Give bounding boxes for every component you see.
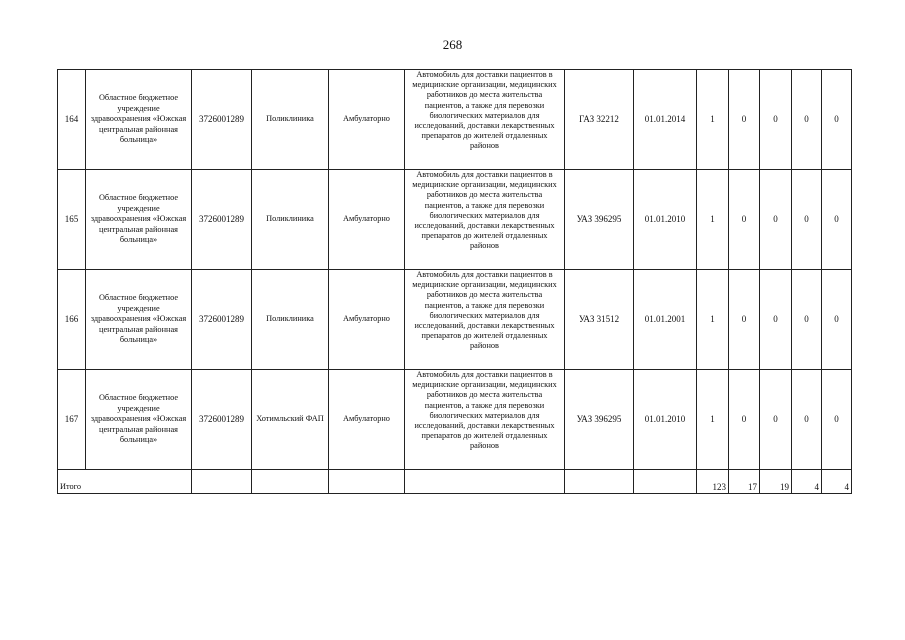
purpose-cell: Автомобиль для доставки пациентов в медицинские организации, медицинских работников до места жительства пациентов, а также для перевозки биологических материалов для исследований, доставки лекарственных препаратов до жителей отдаленных районов: [405, 170, 565, 270]
unit-cell: Поликлиника: [252, 270, 329, 370]
organization-cell: Областное бюджетное учреждение здравоохранения «Южская центральная районная больница»: [86, 170, 192, 270]
inn-cell: 3726001289: [192, 170, 252, 270]
quantity-cell: 0: [822, 170, 852, 270]
quantity-cell: 0: [792, 370, 822, 470]
quantity-cell: 0: [760, 70, 792, 170]
total-label: Итого: [58, 470, 192, 494]
date-cell: 01.01.2010: [634, 170, 697, 270]
table-row: [58, 270, 852, 370]
table-row: [58, 70, 852, 170]
quantity-cell: 0: [792, 170, 822, 270]
quantity-cell: 0: [760, 370, 792, 470]
inn-cell: 3726001289: [192, 370, 252, 470]
row-number: 166: [58, 270, 86, 370]
total-quantity-cell: 123: [697, 470, 729, 494]
purpose-cell: Автомобиль для доставки пациентов в медицинские организации, медицинских работников до места жительства пациентов, а также для перевозки биологических материалов для исследований, доставки лекарственных препаратов до жителей отдаленных районов: [405, 370, 565, 470]
quantity-cell: 1: [697, 170, 729, 270]
total-quantity-cell: 19: [760, 470, 792, 494]
inn-cell: 3726001289: [192, 70, 252, 170]
row-number: 164: [58, 70, 86, 170]
quantity-cell: 0: [729, 70, 760, 170]
total-row: [58, 470, 852, 494]
row-number: 167: [58, 370, 86, 470]
quantity-cell: 0: [822, 270, 852, 370]
quantity-cell: 0: [729, 270, 760, 370]
total-quantity-cell: 17: [729, 470, 760, 494]
quantity-cell: 0: [792, 70, 822, 170]
vehicle-model-cell: ГАЗ 32212: [565, 70, 634, 170]
empty-cell: [405, 470, 565, 494]
quantity-cell: 1: [697, 270, 729, 370]
date-cell: 01.01.2010: [634, 370, 697, 470]
care-type-cell: Амбулаторно: [329, 370, 405, 470]
quantity-cell: 0: [822, 70, 852, 170]
unit-cell: Поликлиника: [252, 70, 329, 170]
care-type-cell: Амбулаторно: [329, 170, 405, 270]
purpose-cell: Автомобиль для доставки пациентов в медицинские организации, медицинских работников до места жительства пациентов, а также для перевозки биологических материалов для исследований, доставки лекарственных препаратов до жителей отдаленных районов: [405, 270, 565, 370]
empty-cell: [565, 470, 634, 494]
table-row: [58, 170, 852, 270]
total-quantity-cell: 4: [822, 470, 852, 494]
vehicle-model-cell: УАЗ 396295: [565, 370, 634, 470]
row-number: 165: [58, 170, 86, 270]
quantity-cell: 0: [822, 370, 852, 470]
total-quantity-cell: 4: [792, 470, 822, 494]
quantity-cell: 0: [792, 270, 822, 370]
vehicle-model-cell: УАЗ 396295: [565, 170, 634, 270]
empty-cell: [329, 470, 405, 494]
empty-cell: [252, 470, 329, 494]
vehicle-registry-table: [57, 69, 852, 494]
empty-cell: [634, 470, 697, 494]
quantity-cell: 0: [760, 170, 792, 270]
purpose-cell: Автомобиль для доставки пациентов в медицинские организации, медицинских работников до места жительства пациентов, а также для перевозки биологических материалов для исследований, доставки лекарственных препаратов до жителей отдаленных районов: [405, 70, 565, 170]
quantity-cell: 0: [729, 370, 760, 470]
date-cell: 01.01.2014: [634, 70, 697, 170]
vehicle-model-cell: УАЗ 31512: [565, 270, 634, 370]
empty-cell: [192, 470, 252, 494]
inn-cell: 3726001289: [192, 270, 252, 370]
table-row: [58, 370, 852, 470]
care-type-cell: Амбулаторно: [329, 270, 405, 370]
unit-cell: Поликлиника: [252, 170, 329, 270]
page-number: 268: [442, 37, 463, 52]
quantity-cell: 0: [729, 170, 760, 270]
date-cell: 01.01.2001: [634, 270, 697, 370]
quantity-cell: 1: [697, 370, 729, 470]
care-type-cell: Амбулаторно: [329, 70, 405, 170]
organization-cell: Областное бюджетное учреждение здравоохранения «Южская центральная районная больница»: [86, 270, 192, 370]
unit-cell: Хотимльский ФАП: [252, 370, 329, 470]
organization-cell: Областное бюджетное учреждение здравоохранения «Южская центральная районная больница»: [86, 70, 192, 170]
organization-cell: Областное бюджетное учреждение здравоохранения «Южская центральная районная больница»: [86, 370, 192, 470]
quantity-cell: 0: [760, 270, 792, 370]
quantity-cell: 1: [697, 70, 729, 170]
